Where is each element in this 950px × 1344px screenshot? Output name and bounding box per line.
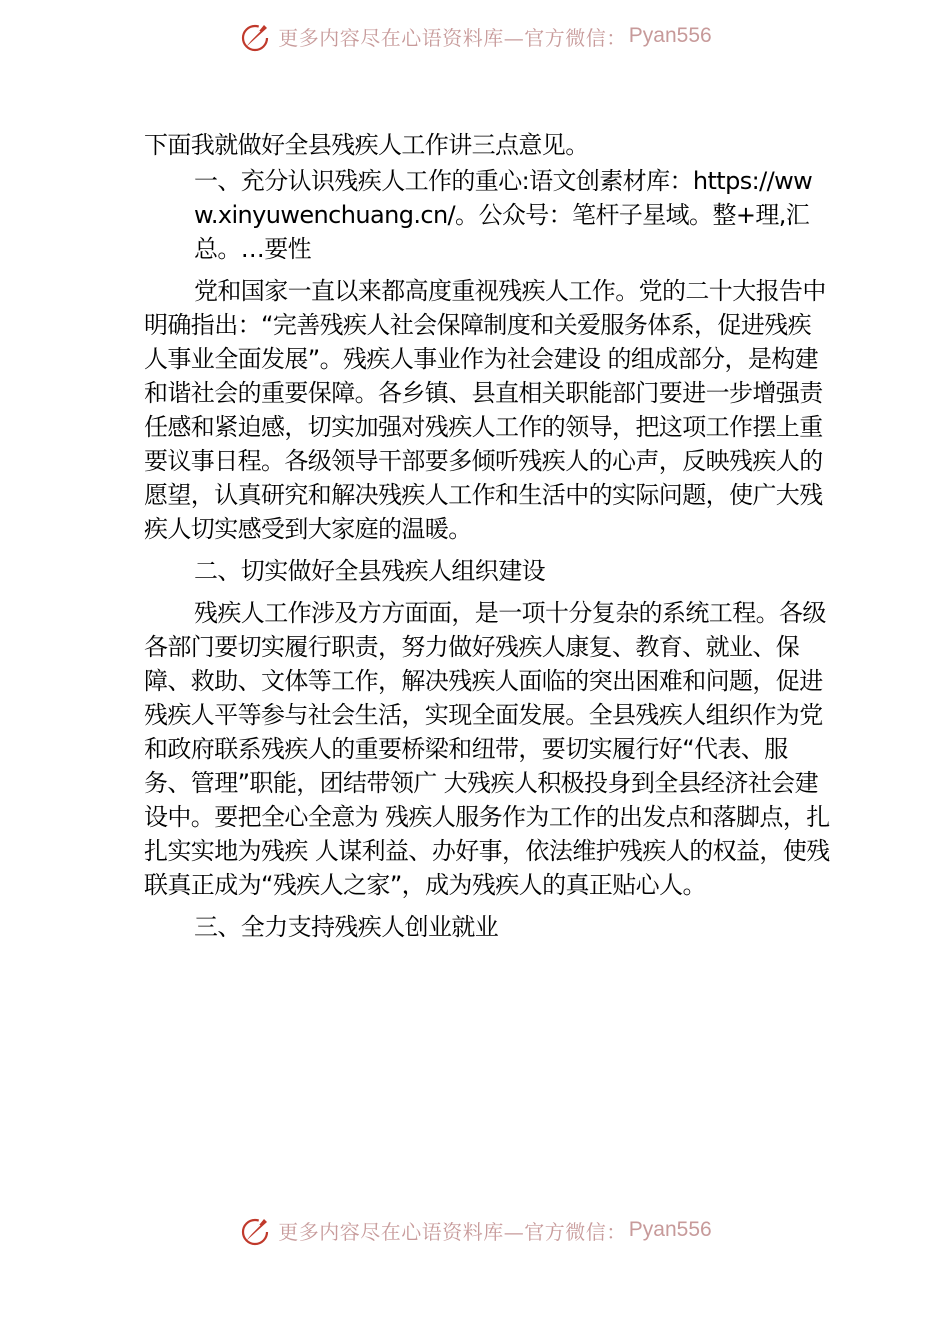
footer-banner bbox=[0, 1210, 950, 1250]
intro-paragraph: 下面我就做好全县残疾人工作讲三点意见。 bbox=[144, 131, 589, 159]
quill-logo-icon bbox=[238, 19, 272, 53]
paragraph-one: 党和国家一直以来都高度重视残疾人工作。党的二十大报告中明确指出：“完善残疾人社会保障制度和关爱服务体系，促进残疾人事业全面发展”。残疾人事业作为社会建设 的组成部分，是构建和谐社会的重要保障。各乡镇、县直相关职能部门要进一步增强责任感和紧迫感，切实加强对残疾人工作的领导，把这项工作摆上重要议事日程。各级领导干部要多倾听残疾人的心声，反映残疾人的愿望，认真研究和解决残疾人工作和生活中的实际问题，使广大残疾人切实感受到大家庭的温暖。 bbox=[144, 277, 826, 543]
quill-logo-icon bbox=[238, 1213, 272, 1247]
paragraph-two: 残疾人工作涉及方方面面，是一项十分复杂的系统工程。各级各部门要切实履行职责，努力做好残疾人康复、教育、就业、保障、救助、文体等工作，解决残疾人面临的突出困难和问题，促进残疾人平等参与社会生活，实现全面发展。全县残疾人组织作为党和政府联系残疾人的重要桥梁和纽带，要切实履行好“代表、服务、管理”职能，团结带领广 大残疾人积极投身到全县经济社会建设中。要把全心全意为 残疾人服务作为工作的出发点和落脚点，扎扎实实地为残疾 人谋利益、办好事，依法维护残疾人的权益，使残联真正成为“残疾人之家”，成为残疾人的真正贴心人。 bbox=[144, 599, 830, 899]
heading-two: 二、切实做好全县残疾人组织建设 bbox=[194, 557, 545, 585]
header-banner bbox=[0, 16, 950, 56]
header-banner-text: 更多内容尽在心语资料库—官方微信： bbox=[278, 25, 627, 50]
footer-banner-code: Pyan556 bbox=[628, 1218, 712, 1241]
document-body bbox=[144, 128, 834, 946]
header-banner-code: Pyan556 bbox=[628, 24, 712, 47]
heading-one: 一、充分认识残疾人工作的重心:语文创素材库：https://www.xinyuwenchuang.cn/。公众号：笔杆子星域。整+理,汇总。…要性 bbox=[194, 167, 813, 263]
footer-banner-text: 更多内容尽在心语资料库—官方微信： bbox=[278, 1219, 627, 1244]
heading-three: 三、全力支持残疾人创业就业 bbox=[194, 913, 499, 941]
